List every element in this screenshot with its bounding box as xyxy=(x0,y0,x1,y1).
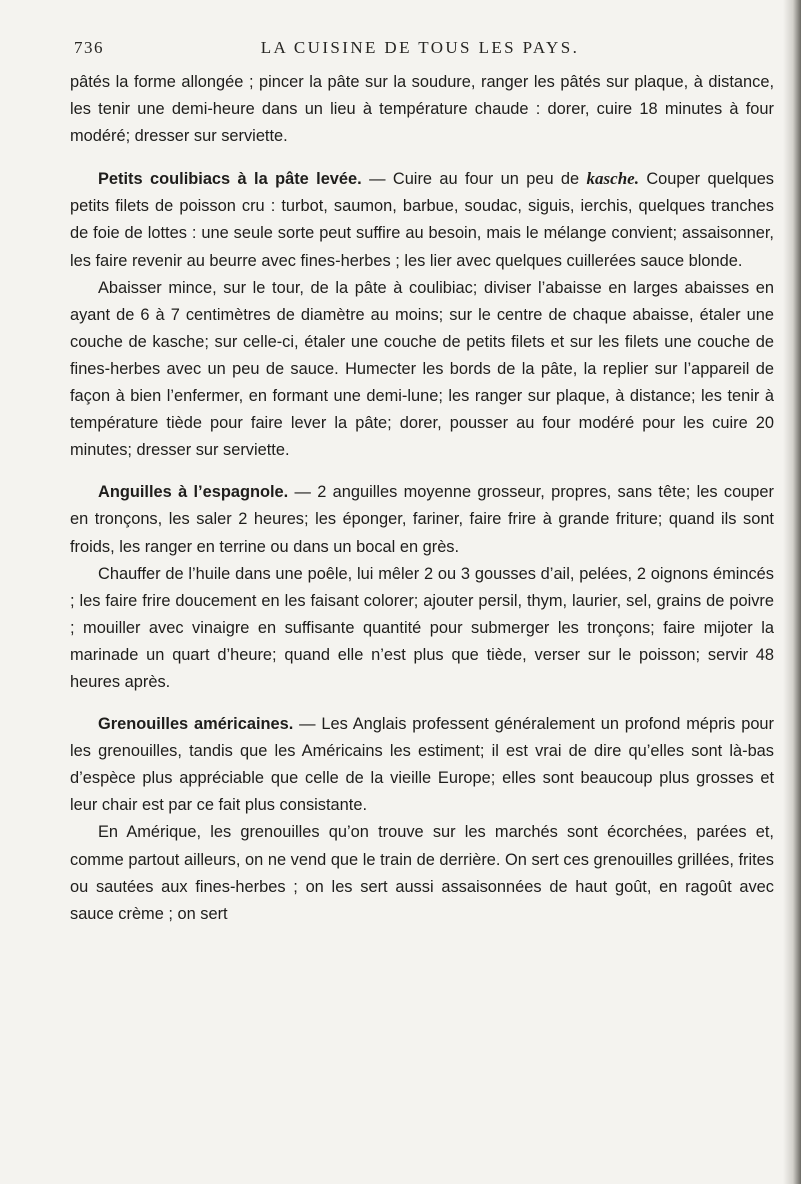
section-title: Grenouilles américaines. xyxy=(98,715,294,734)
section-grenouilles xyxy=(70,711,774,819)
paragraph-text: — Cuire au four un peu de xyxy=(361,170,587,189)
paragraph: En Amérique, les grenouilles qu’on trouve sur les marchés sont écorchées, parées et, comme partout ailleurs, on ne vend que le train de derrière. On sert ces grenouilles grillées, frites ou sautées aux fines-herbes ; on les sert aussi assaisonnées de haut goût, en ragoût avec sauce crème ; on sert xyxy=(70,823,774,923)
paragraph-text: — Les Anglais professent généralement un profond mépris pour les grenouilles, tandis que les Américains les estiment; il est vrai de dire qu’elles sont là-bas d’espèce plus appréciable que celle de la vieille Europe; elles sont beaucoup plus grosses et leur chair est par ce fait plus consistante. xyxy=(70,715,775,815)
paragraph-text: Couper quelques petits filets de poisson cru : turbot, saumon, barbue, soudac, siguis, ierchis, quelques tranches de foie de lottes : une seule sorte peut suffire au besoin, mais le mélange convient; assaisonner, les faire revenir au beurre avec fines-herbes ; les lier avec quelques cuillerées sauce blonde. xyxy=(70,170,775,270)
paragraph: Abaisser mince, sur le tour, de la pâte à coulibiac; diviser l’abaisse en larges abaisses en ayant de 6 à 7 centimètres de diamètre au moins; sur le centre de chaque abaisse, étaler une couche de kasche; sur celle-ci, étaler une couche de petits filets et sur les filets une couche de fines-herbes avec un peu de sauce. Humecter les bords de la pâte, la replier sur l’appareil de façon à bien l’enfermer, en formant une demi-lune; les ranger sur plaque, à distance; les tenir à température tiède pour faire lever la pâte; dorer, pousser au four modéré pour les cuire 20 minutes; dresser sur serviette. xyxy=(70,278,774,460)
section-title: Anguilles à l’espagnole. xyxy=(98,483,289,502)
page-number: 736 xyxy=(74,38,104,57)
section-anguilles xyxy=(70,479,774,560)
running-title: LA CUISINE DE TOUS LES PAYS. xyxy=(260,38,580,57)
paragraph-continuation: pâtés la forme allongée ; pincer la pâte sur la soudure, ranger les pâtés sur plaque, à distance, les tenir une demi-heure dans un lieu à température chaude : dorer, cuire 18 minutes à four modéré; dresser sur serviette. xyxy=(70,73,774,146)
page-edge-shadow xyxy=(783,0,801,1184)
paragraph: Chauffer de l’huile dans une poêle, lui mêler 2 ou 3 gousses d’ail, pelées, 2 oignons émincés ; les faire frire doucement en les faisant colorer; ajouter persil, thym, laurier, sel, grains de poivre ; mouiller avec vinaigre en suffisante quantité pour submerger les tronçons; faire mijoter la marinade un quart d’heure; quand elle n’est plus que tiède, verser sur le poisson; servir 48 heures après. xyxy=(70,564,774,691)
paragraph-text: — 2 anguilles moyenne grosseur, propres, sans tête; les couper en tronçons, les saler 2 heures; les éponger, fariner, faire frire à grande friture; quand ils sont froids, les ranger en terrine ou dans un bocal en grès. xyxy=(70,483,774,556)
page-header xyxy=(70,38,770,60)
body-text xyxy=(70,69,774,928)
section-petits-coulibiacs xyxy=(70,165,774,274)
italic-term: kasche. xyxy=(586,169,639,189)
section-title: Petits coulibiacs à la pâte levée. xyxy=(98,170,362,189)
